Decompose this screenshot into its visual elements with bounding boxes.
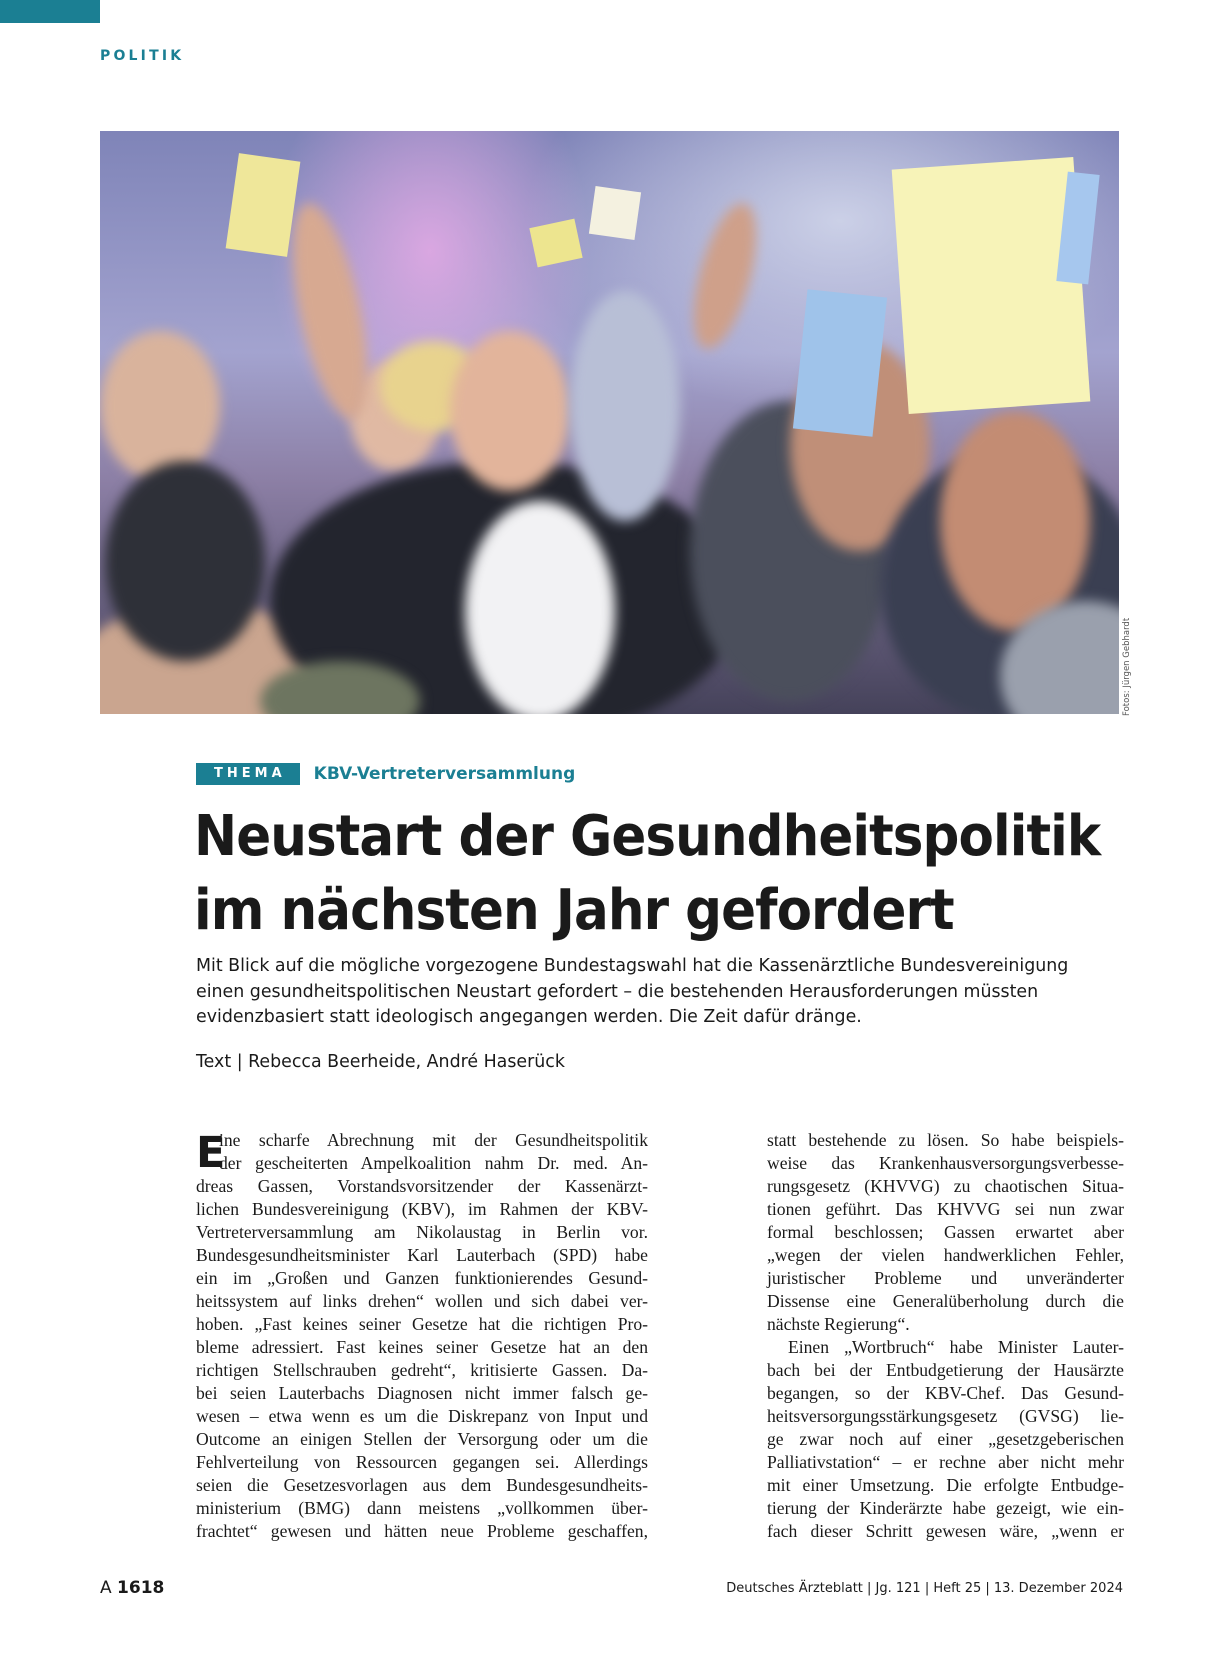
body-line: heitssystem auf links drehen“ wollen und sich dabei ver- [196,1291,648,1311]
body-line: mit einer Umsetzung. Die erfolgte Entbudge- [767,1475,1124,1495]
page-number [100,1578,164,1598]
body-line: juristischer Probleme und unveränderter [767,1268,1124,1288]
page-prefix: A [100,1578,112,1598]
body-line: statt bestehende zu lösen. So habe beispiels- [767,1130,1124,1150]
voting-card-yellow-large [892,157,1091,414]
body-line: tionen geführt. Das KHVVG sei nun zwar [767,1199,1124,1219]
topic-row [196,763,575,785]
headline [194,800,1101,948]
lead-line: einen gesundheitspolitischen Neustart gefordert – die bestehenden Herausforderungen müssten [196,981,1039,1002]
body-line: der gescheiterten Ampelkoalition nahm Dr. med. An- [219,1153,648,1173]
drop-cap: E [196,1128,226,1178]
body-column-right [767,1129,1124,1543]
body-line: Outcome an einigen Stellen der Versorgung oder um die [196,1429,648,1449]
body-line: begangen, so der KBV-Chef. Das Gesund- [767,1383,1124,1403]
body-line: Dissense eine Generalüberholung durch die [767,1291,1124,1311]
voting-card-yellow-1 [226,153,301,257]
headline-line: im nächsten Jahr gefordert [194,878,954,943]
byline: Text | Rebecca Beerheide, André Haserück [196,1052,565,1072]
lead-paragraph [196,954,1096,1031]
body-line: dreas Gassen, Vorstandsvorsitzender der Kassenärzt- [196,1176,648,1196]
body-line: bach bei der Entbudgetierung der Hausärzte [767,1360,1124,1380]
lead-line: evidenzbasiert statt ideologisch angegangen werden. Die Zeit dafür dränge. [196,1007,862,1027]
body-line: ein im „Großen und Ganzen funktionierendes Gesund- [196,1268,648,1288]
voting-card-yellow-2 [529,219,582,268]
body-line: nächste Regierung“. [767,1314,910,1334]
body-line: richtigen Stellschrauben gedreht“, kritisierte Gassen. Da- [196,1360,648,1380]
body-line: „wegen der vielen handwerklichen Fehler, [767,1245,1124,1265]
body-line: Palliativstation“ – er rechne aber nicht mehr [767,1452,1124,1472]
thema-topic: KBV-Vertreterversammlung [313,764,576,784]
body-line: ministerium (BMG) dann meistens „vollkommen über- [196,1498,648,1518]
voting-card-blue [793,289,887,437]
body-line: tierung der Kinderärzte habe gezeigt, wie ein- [767,1498,1124,1518]
body-line: weise das Krankenhausversorgungsverbesse- [767,1153,1124,1173]
body-column-left [196,1129,648,1543]
body-line: wesen – etwa wenn es um die Diskrepanz von Input und [196,1406,648,1426]
body-line: Vertreterversammlung am Nikolaustag in Berlin vor. [196,1222,648,1242]
page-number-value: 1618 [117,1578,165,1598]
body-line: seien die Gesetzesvorlagen aus dem Bundesgesundheits- [196,1475,648,1495]
body-line: Einen „Wortbruch“ habe Minister Lauter- [788,1337,1124,1357]
voting-card-white [589,186,641,240]
body-line: Fehlverteilung von Ressourcen gegangen sei. Allerdings [196,1452,648,1472]
thema-badge: THEMA [196,763,300,785]
photo-credit: Fotos: Jürgen Gebhardt [1122,617,1132,716]
body-line: hoben. „Fast keines seiner Gesetze hat die richtigen Pro- [196,1314,648,1334]
section-label: POLITIK [100,48,185,64]
body-line: Bundesgesundheitsminister Karl Lauterbach (SPD) habe [196,1245,648,1265]
body-line: formal beschlossen; Gassen erwartet aber [767,1222,1124,1242]
top-accent-bar [0,0,100,23]
body-line: rungsgesetz (KHVVG) zu chaotischen Situa- [767,1176,1124,1196]
body-line: ge zwar noch auf einer „gesetzgeberischen [767,1429,1124,1449]
lead-line: Mit Blick auf die mögliche vorgezogene Bundestagswahl hat die Kassenärztliche Bundesvereinigung [196,956,1069,976]
body-line: heitsversorgungsstärkungsgesetz (GVSG) lie- [767,1406,1124,1426]
body-line: bei seien Lauterbachs Diagnosen nicht immer falsch ge- [196,1383,648,1403]
body-line: fach dieser Schritt gewesen wäre, „wenn er [767,1521,1124,1541]
article-photo [100,131,1119,714]
body-line: lichen Bundesvereinigung (KBV), im Rahmen der KBV- [196,1199,648,1219]
body-line: frachtet“ gewesen und hätten neue Probleme geschaffen, [196,1521,648,1541]
publication-info: Deutsches Ärzteblatt | Jg. 121 | Heft 25 | 13. Dezember 2024 [726,1581,1123,1596]
body-line: bleme adressiert. Fast keines seiner Gesetze hat an den [196,1337,648,1357]
headline-line: Neustart der Gesundheitspolitik [194,804,1101,869]
body-line: ine scharfe Abrechnung mit der Gesundheitspolitik [219,1130,648,1150]
